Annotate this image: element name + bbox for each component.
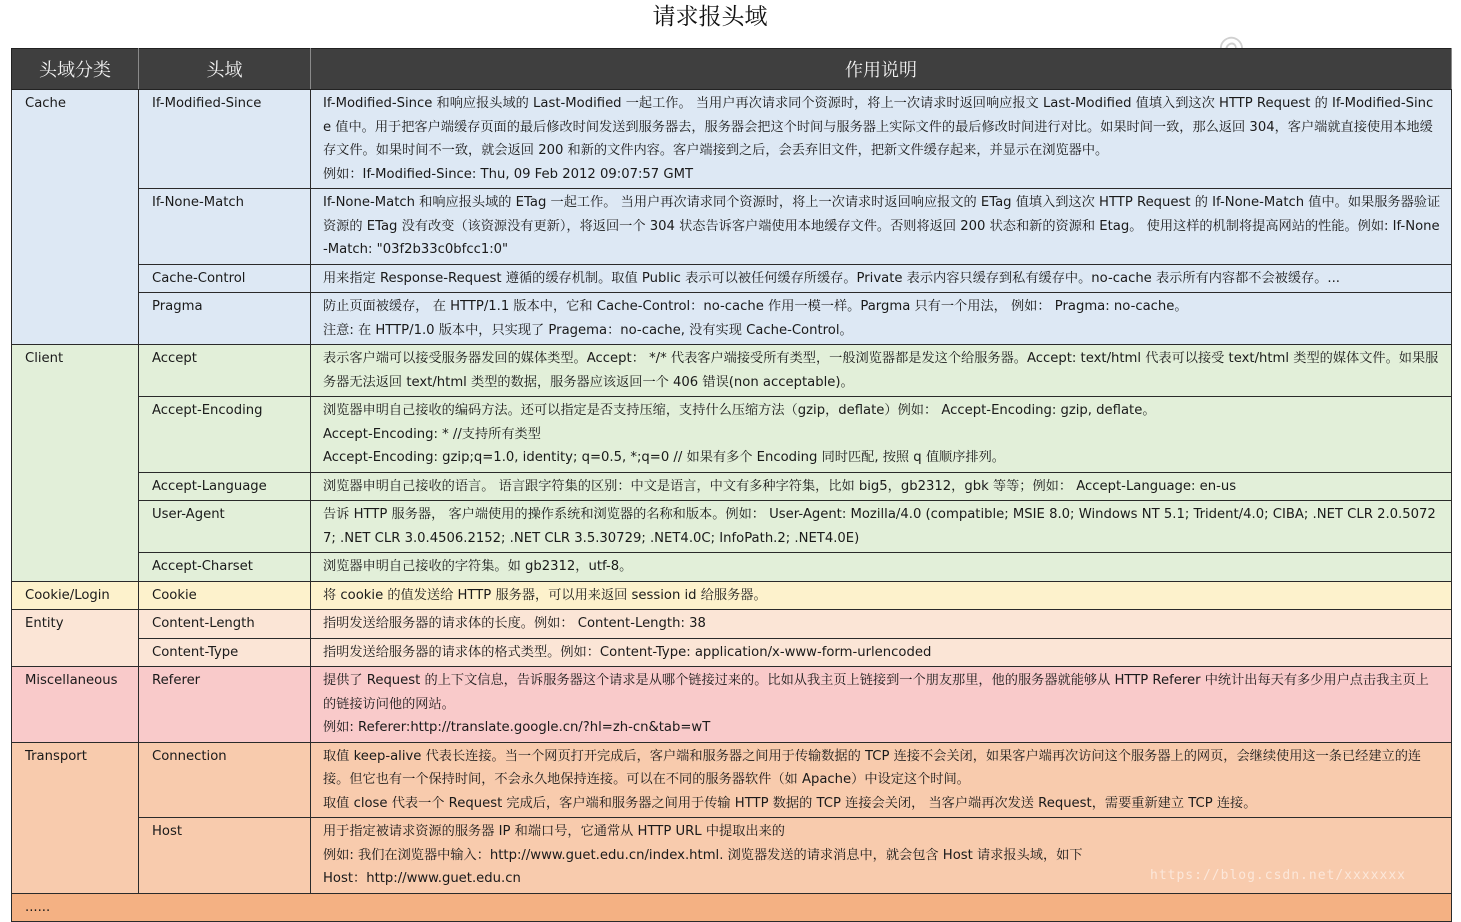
column-header-category: 头域分类	[12, 49, 139, 90]
category-cell: Transport	[12, 742, 139, 893]
description-cell	[311, 667, 1452, 743]
field-name-cell: Accept-Language	[139, 472, 311, 501]
field-name-cell: Cookie	[139, 581, 311, 610]
page-title: 请求报头域	[652, 4, 768, 30]
category-cell: Miscellaneous	[12, 667, 139, 743]
field-name-cell: Referer	[139, 667, 311, 743]
table-header-row	[12, 49, 1452, 90]
category-cell: Client	[12, 345, 139, 582]
group-more	[12, 893, 1452, 922]
description-line: 将 cookie 的值发送给 HTTP 服务器，可以用来返回 session id 给服务器。	[323, 587, 767, 603]
description-line: If-Modified-Since 和响应报头域的 Last-Modified 一起工作。 当用户再次请求同个资源时，将上一次请求时返回响应报文 Last-Modified 值填入到这次 HTTP Request 的 If-Modified-Since 值中。用于把客户端缓存页面的最后修改时间发送到服务器去，服务器会把这个时间与服务器上实际文件的最后修改时间进行对比。如果时间一致，那么返回 304，客户端就直接使用本地缓存文件。如果时间不一致，就会返回 200 和新的文件内容。客户端接到之后，会丢弃旧文件，把新文件缓存起来，并显示在浏览器中。	[323, 96, 1434, 158]
field-name-cell: User-Agent	[139, 501, 311, 553]
group-entity	[12, 610, 1452, 667]
table-row	[12, 397, 1452, 473]
description-line: 例如: 我们在浏览器中输入：http://www.guet.edu.cn/index.html. 浏览器发送的请求消息中，就会包含 Host 请求报头域，如下	[323, 847, 1083, 863]
column-header-description: 作用说明	[311, 49, 1452, 90]
table-row	[12, 90, 1452, 189]
description-line: 浏览器申明自己接收的字符集。如 gb2312，utf-8。	[323, 559, 633, 574]
description-line: 浏览器申明自己接收的编码方法。还可以指定是否支持压缩，支持什么压缩方法（gzip，deflate）例如： Accept-Encoding: gzip, deflate。	[323, 403, 1156, 418]
table-row	[12, 610, 1452, 639]
description-cell	[311, 472, 1452, 501]
field-name-cell: Connection	[139, 742, 311, 818]
description-cell	[311, 397, 1452, 473]
description-cell	[311, 610, 1452, 639]
field-name-cell: Accept-Encoding	[139, 397, 311, 473]
description-cell	[311, 293, 1452, 345]
table-row	[12, 893, 1452, 922]
description-line: 取值 keep-alive 代表长连接。当一个网页打开完成后，客户端和服务器之间用于传输数据的 TCP 连接不会关闭，如果客户端再次访问这个服务器上的网页，会继续使用这一条已经建立的连接。但它也有一个保持时间，不会永久地保持连接。可以在不同的服务器软件（如 Apache）中设定这个时间。	[323, 748, 1422, 787]
description-line: 提供了 Request 的上下文信息，告诉服务器这个请求是从哪个链接过来的。比如从我主页上链接到一个朋友那里，他的服务器就能够从 HTTP Referer 中统计出每天有多少用户点击我主页上的链接访问他的网站。	[323, 673, 1429, 712]
field-name-cell: Pragma	[139, 293, 311, 345]
more-ellipsis: ......	[12, 893, 1452, 922]
category-cell: Entity	[12, 610, 139, 667]
description-line: 注意: 在 HTTP/1.0 版本中，只实现了 Pragema：no-cache, 没有实现 Cache-Control。	[323, 322, 853, 338]
table-row	[12, 189, 1452, 265]
description-line: 例如：If-Modified-Since: Thu, 09 Feb 2012 09:07:57 GMT	[323, 166, 694, 182]
table-row	[12, 264, 1452, 293]
request-header-table	[11, 48, 1452, 922]
description-cell	[311, 90, 1452, 189]
description-line: 告诉 HTTP 服务器， 客户端使用的操作系统和浏览器的名称和版本。例如： User-Agent: Mozilla/4.0 (compatible; MSIE 8.0; Windows NT 5.1; Trident/4.0; CIBA; .NET CLR 2.0.50727; .NET CLR 3.0.4506.2152; .NET CLR 3.5.30729; .NET4.0C; InfoPath.2; .NET4.0E)	[323, 507, 1436, 546]
table-row	[12, 472, 1452, 501]
description-line: 指明发送给服务器的请求体的长度。例如： Content-Length: 38	[323, 616, 706, 631]
group-cookie-login	[12, 581, 1452, 610]
description-cell	[311, 742, 1452, 818]
field-name-cell: Cache-Control	[139, 264, 311, 293]
table-row	[12, 501, 1452, 553]
description-line: 用来指定 Response-Request 遵循的缓存机制。取值 Public 表示可以被任何缓存所缓存。Private 表示内容只缓存到私有缓存中。no-cache 表示所有内容都不会被缓存。...	[323, 270, 1340, 286]
table-row	[12, 638, 1452, 667]
table-row	[12, 293, 1452, 345]
table-row	[12, 581, 1452, 610]
description-line: 浏览器申明自己接收的语言。 语言跟字符集的区别：中文是语言，中文有多种字符集，比如 big5，gb2312，gbk 等等；例如： Accept-Language: en-us	[323, 478, 1237, 494]
description-line: 用于指定被请求资源的服务器 IP 和端口号，它通常从 HTTP URL 中提取出来的	[323, 824, 785, 839]
group-client	[12, 345, 1452, 582]
description-line: 指明发送给服务器的请求体的格式类型。例如：Content-Type: application/x-www-form-urlencoded	[323, 644, 932, 660]
field-name-cell: If-Modified-Since	[139, 90, 311, 189]
description-line: If-None-Match 和响应报头域的 ETag 一起工作。 当用户再次请求同个资源时，将上一次请求时返回响应报文的 ETag 值填入到这次 HTTP Request 的 If-None-Match 值中。如果服务器验证资源的 ETag 没有改变（该资源没有更新），将返回一个 304 状态告诉客户端使用本地缓存文件。否则将返回 200 状态和新的资源和 Etag。 使用这样的机制将提高网站的性能。例如: If-None-Match: "03f2b33c0bfcc1:0"	[323, 195, 1441, 257]
field-name-cell: Content-Length	[139, 610, 311, 639]
category-cell: Cookie/Login	[12, 581, 139, 610]
column-header-field: 头域	[139, 49, 311, 90]
field-name-cell: Accept	[139, 345, 311, 397]
description-cell	[311, 581, 1452, 610]
description-line: Host：http://www.guet.edu.cn	[323, 871, 521, 886]
field-name-cell: Content-Type	[139, 638, 311, 667]
description-line: Accept-Encoding: * //支持所有类型	[323, 426, 541, 442]
description-cell	[311, 501, 1452, 553]
footer-watermark: https://blog.csdn.net/xxxxxxx	[1150, 868, 1406, 883]
table-row	[12, 553, 1452, 582]
field-name-cell: Host	[139, 818, 311, 894]
description-line: 取值 close 代表一个 Request 完成后，客户端和服务器之间用于传输 HTTP 数据的 TCP 连接会关闭， 当客户端再次发送 Request，需要重新建立 TCP 连接。	[323, 795, 1257, 811]
description-cell	[311, 553, 1452, 582]
table-row	[12, 742, 1452, 818]
table-row	[12, 667, 1452, 743]
description-line: 防止页面被缓存， 在 HTTP/1.1 版本中，它和 Cache-Control：no-cache 作用一模一样。Pargma 只有一个用法， 例如： Pragma: no-cache。	[323, 299, 1188, 314]
description-line: 例如: Referer:http://translate.google.cn/?hl=zh-cn&tab=wT	[323, 720, 711, 735]
field-name-cell: If-None-Match	[139, 189, 311, 265]
description-cell	[311, 264, 1452, 293]
description-cell	[311, 345, 1452, 397]
description-cell	[311, 638, 1452, 667]
description-line: 表示客户端可以接受服务器发回的媒体类型。Accept： */* 代表客户端接受所有类型，一般浏览器都是发这个给服务器。Accept: text/html 代表可以接受 text/html 类型的媒体文件。如果服务器无法返回 text/html 类型的数据，服务器应该返回一个 406 错误(non acceptable)。	[323, 351, 1439, 390]
field-name-cell: Accept-Charset	[139, 553, 311, 582]
group-miscellaneous	[12, 667, 1452, 743]
description-line: Accept-Encoding: gzip;q=1.0, identity; q=0.5, *;q=0 // 如果有多个 Encoding 同时匹配, 按照 q 值顺序排列。	[323, 450, 1005, 465]
category-cell: Cache	[12, 90, 139, 345]
group-cache	[12, 90, 1452, 345]
description-cell	[311, 189, 1452, 265]
table-row	[12, 345, 1452, 397]
